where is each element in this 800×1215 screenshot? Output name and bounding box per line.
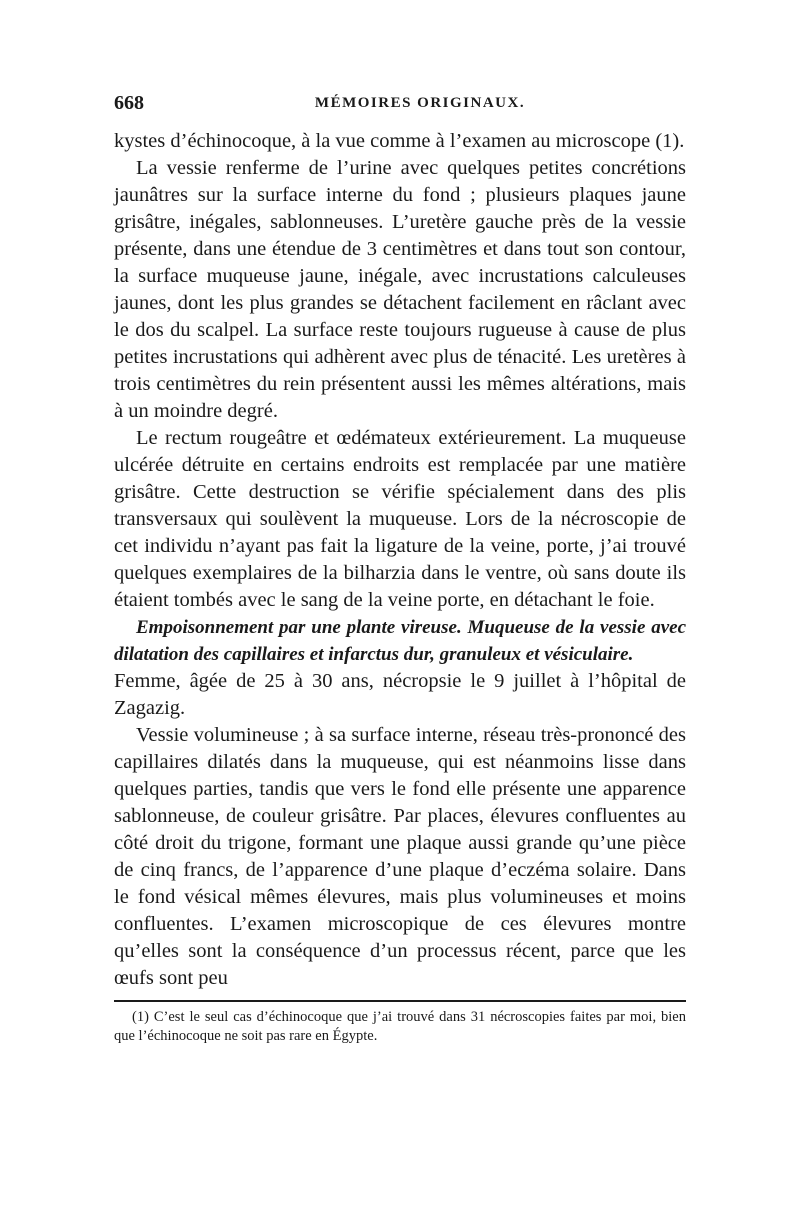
footnote-divider (114, 1000, 686, 1002)
paragraph-patient: Femme, âgée de 25 à 30 ans, nécropsie le 9 juillet à l’hôpital de Zagazig. (114, 670, 686, 719)
body-text (114, 128, 686, 992)
running-head: MÉMOIRES ORIGINAUX. (314, 95, 526, 111)
paragraph-rectum: Le rectum rougeâtre et œdémateux extérieurement. La muqueuse ulcérée détruite en certains endroits est remplacée par une matière grisâtre. Cette destruction se vérifie spécialement dans des plis transversaux qui soulèvent la muqueuse. Lors de la nécroscopie de cet individu n’ayant pas fait la ligature de la veine, porte, j’ai trouvé quelques exemplaires de la bilharzia dans le ventre, où sans doute ils étaient tombés avec le sang de la veine porte, en détachant le foie. (114, 427, 686, 611)
document-page (114, 92, 686, 1046)
section-title: Empoisonnement par une plante vireuse. Muqueuse de la vessie avec dilatation des capillaires et infarctus dur, granuleux et vésiculaire. (114, 617, 686, 665)
paragraph-findings: Vessie volumineuse ; à sa surface interne, réseau très-prononcé des capillaires dilatés dans la muqueuse, qui est néanmoins lisse dans quelques parties, tandis que vers le fond elle présente une apparence sablonneuse, de couleur grisâtre. Par places, élevures confluentes au côté droit du trigone, formant une plaque aussi grande qu’une pièce de cinq francs, de l’apparence d’une plaque d’eczéma solaire. Dans le fond vésical mêmes élevures, mais plus volumineuses et moins confluentes. L’examen microscopique de ces élevures montre qu’elles sont la conséquence d’un processus récent, parce que les œufs sont peu (114, 724, 686, 989)
footnote: (1) C’est le seul cas d’échinocoque que j’ai trouvé dans 31 nécroscopies faites par moi, bien que l’échinocoque ne soit pas rare en Égypte. (114, 1009, 686, 1044)
page-header (114, 92, 686, 122)
paragraph-continuation: kystes d’échinocoque, à la vue comme à l’examen au microscope (1). (114, 130, 685, 152)
page-number: 668 (114, 92, 144, 114)
paragraph-bladder: La vessie renferme de l’urine avec quelques petites concrétions jaunâtres sur la surface interne du fond ; plusieurs plaques jaune grisâtre, inégales, sablonneuses. L’uretère gauche près de la vessie présente, dans une étendue de 3 centimètres et dans tout son contour, la surface muqueuse jaune, inégale, avec incrustations calculeuses jaunes, dont les plus grandes se détachent facilement en râclant avec le dos du scalpel. La surface reste toujours rugueuse à cause de plus petites incrustations qui adhèrent avec plus de ténacité. Les uretères à trois centimètres du rein présentent aussi les mêmes altérations, mais à un moindre degré. (114, 157, 686, 422)
